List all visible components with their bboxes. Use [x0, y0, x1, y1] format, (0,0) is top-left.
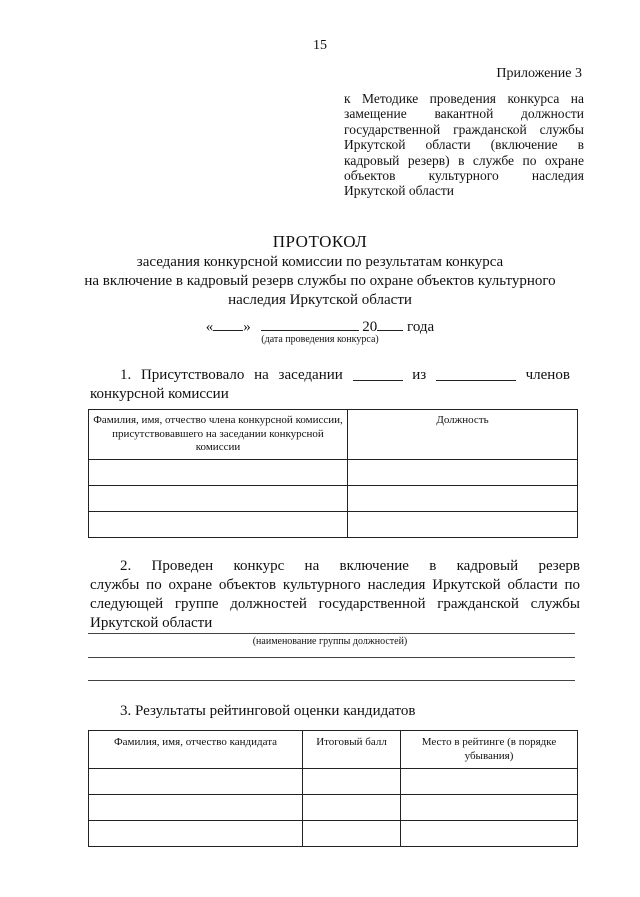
table-row: [89, 795, 578, 821]
column-header: Итоговый балл: [303, 731, 401, 769]
table-cell[interactable]: [401, 795, 578, 821]
section-3-heading: 3. Результаты рейтинговой оценки кандидатов: [120, 703, 416, 719]
section-1-text: [90, 366, 570, 404]
table-row: [89, 821, 578, 847]
word: Проведен: [151, 558, 214, 574]
table-cell[interactable]: [401, 769, 578, 795]
word: заседании: [278, 367, 343, 383]
column-header: Место в рейтинге (в порядке убывания): [401, 731, 578, 769]
candidates-rating-table: [88, 730, 578, 847]
table-cell[interactable]: [401, 821, 578, 847]
word: резерв: [538, 558, 580, 574]
date-caption: (дата проведения конкурса): [261, 334, 379, 345]
year-blank[interactable]: [377, 316, 403, 331]
table-row: [89, 486, 578, 512]
table-cell[interactable]: [348, 460, 578, 486]
day-blank[interactable]: [213, 316, 243, 331]
column-header: Должность: [348, 410, 578, 460]
word: включение: [339, 558, 409, 574]
word: членов: [525, 367, 570, 383]
table-cell[interactable]: [89, 769, 303, 795]
group-line[interactable]: [88, 680, 575, 681]
table-cell[interactable]: [348, 486, 578, 512]
group-line[interactable]: [88, 633, 575, 634]
table-cell[interactable]: [89, 795, 303, 821]
column-header: Фамилия, имя, отчество члена конкурсной комиссии, присутствовавшего на заседании конкурсной комиссии: [89, 410, 348, 460]
table-cell[interactable]: [89, 512, 348, 538]
table-row: [89, 769, 578, 795]
group-line[interactable]: [88, 657, 575, 658]
table-cell[interactable]: [303, 821, 401, 847]
date-suffix: года: [407, 319, 435, 335]
group-caption: (наименование группы должностей): [252, 636, 408, 647]
appendix-title: Приложение 3: [496, 66, 582, 81]
table-cell[interactable]: [303, 795, 401, 821]
commission-members-table: [88, 409, 578, 538]
protocol-subtitle: [0, 253, 640, 310]
subtitle-line: заседания конкурсной комиссии по результатам конкурса: [136, 254, 504, 270]
total-count-blank[interactable]: [436, 366, 516, 381]
year-prefix: 20: [362, 319, 378, 335]
appendix-note: к Методике проведения конкурса на замещение вакантной должности государственной гражданской службы Иркутской области (включение в кадровый резерв) в службе по охране объектов культурного наследия Иркутской области: [344, 91, 584, 199]
word: кадровый: [456, 558, 519, 574]
present-count-blank[interactable]: [353, 366, 403, 381]
table-row: [89, 512, 578, 538]
word: из: [412, 367, 427, 383]
table-row: [89, 460, 578, 486]
word: в: [429, 558, 437, 574]
subtitle-line: наследия Иркутской области: [228, 292, 412, 308]
table-cell[interactable]: [303, 769, 401, 795]
month-blank[interactable]: [261, 316, 359, 331]
table-cell[interactable]: [89, 486, 348, 512]
date-close-quote: »: [243, 319, 251, 335]
protocol-title: ПРОТОКОЛ: [272, 232, 368, 251]
subtitle-line: на включение в кадровый резерв службы по охране объектов культурного: [84, 273, 556, 289]
table-cell[interactable]: [89, 821, 303, 847]
word: на: [304, 558, 320, 574]
word: конкурс: [233, 558, 285, 574]
page-number: 15: [313, 38, 327, 53]
table-cell[interactable]: [89, 460, 348, 486]
column-header: Фамилия, имя, отчество кандидата: [89, 731, 303, 769]
table-cell[interactable]: [348, 512, 578, 538]
date-line: [0, 316, 640, 336]
section-2-rest: службы по охране объектов культурного наследия Иркутской области по следующей группе должностей государственной гражданской службы Иркутской области: [90, 577, 580, 631]
date-open-quote: «: [205, 319, 214, 335]
word: на: [254, 367, 269, 383]
section-1-number: 1.: [120, 367, 132, 383]
word: Присутствовало: [140, 367, 245, 383]
section-2-text: [90, 557, 580, 633]
section-2-number: 2.: [120, 558, 132, 574]
section-1-line2: конкурсной комиссии: [90, 386, 229, 402]
